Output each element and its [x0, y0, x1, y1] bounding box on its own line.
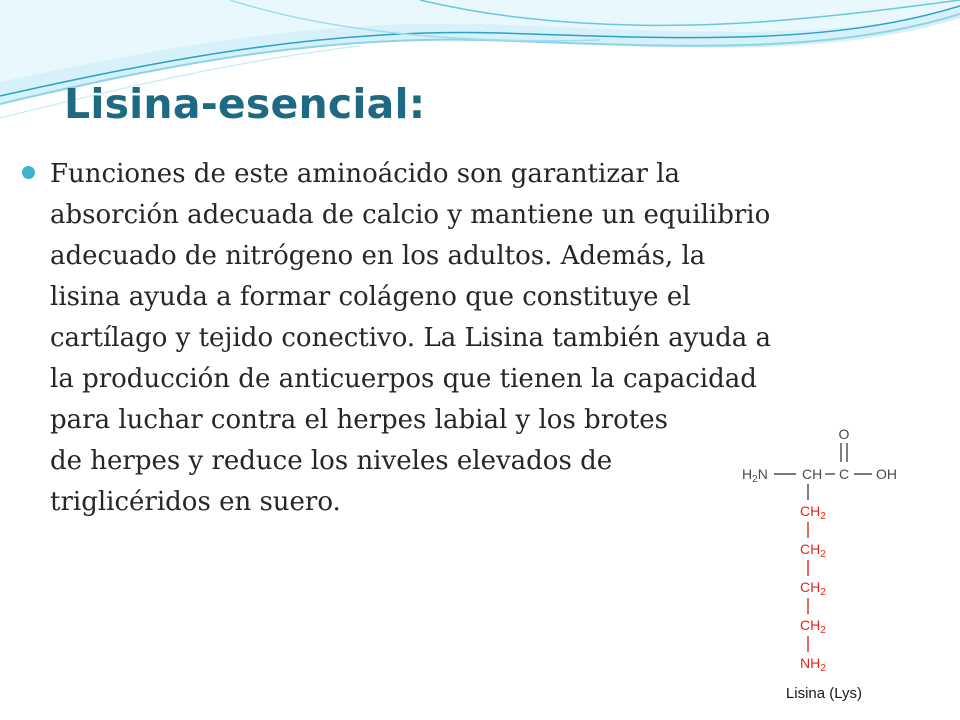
carbonyl-carbon-label: C — [838, 466, 850, 482]
paragraph-line: para luchar contra el herpes labial y los brotes — [50, 405, 668, 435]
paragraph-line: lisina ayuda a formar colágeno que constituye el — [50, 282, 691, 312]
paragraph-line: adecuado de nitrógeno en los adultos. Además, la — [50, 241, 706, 271]
bullet-icon — [22, 166, 35, 179]
carbonyl-oxygen-label: O — [838, 426, 850, 442]
methylene-label: $CH_2$ — [800, 541, 826, 560]
hydroxyl-label: OH — [876, 466, 897, 482]
methylene-label: $CH_2$ — [800, 617, 826, 636]
molecule-caption: Lisina (Lys) — [785, 685, 863, 702]
methylene-label: $CH_2$ — [800, 579, 826, 598]
paragraph-line: la producción de anticuerpos que tienen la capacidad — [50, 364, 757, 394]
lysine-structure-figure — [738, 412, 910, 712]
slide-title: Lisina-esencial: — [64, 80, 426, 128]
paragraph-line: de herpes y reduce los niveles elevados de — [50, 446, 613, 476]
paragraph-line: cartílago y tejido conectivo. La Lisina también ayuda a — [50, 323, 772, 353]
alpha-carbon-label: CH — [802, 466, 823, 482]
paragraph-line: Funciones de este aminoácido son garantizar la — [50, 159, 681, 189]
paragraph-line: triglicéridos en suero. — [50, 487, 341, 517]
paragraph-line: absorción adecuada de calcio y mantiene un equilibrio — [50, 200, 771, 230]
methylene-label: $CH_2$ — [800, 503, 826, 522]
terminal-amino-label: $NH_2$ — [800, 655, 826, 674]
amino-group-label: $H_2N$ — [742, 466, 768, 485]
